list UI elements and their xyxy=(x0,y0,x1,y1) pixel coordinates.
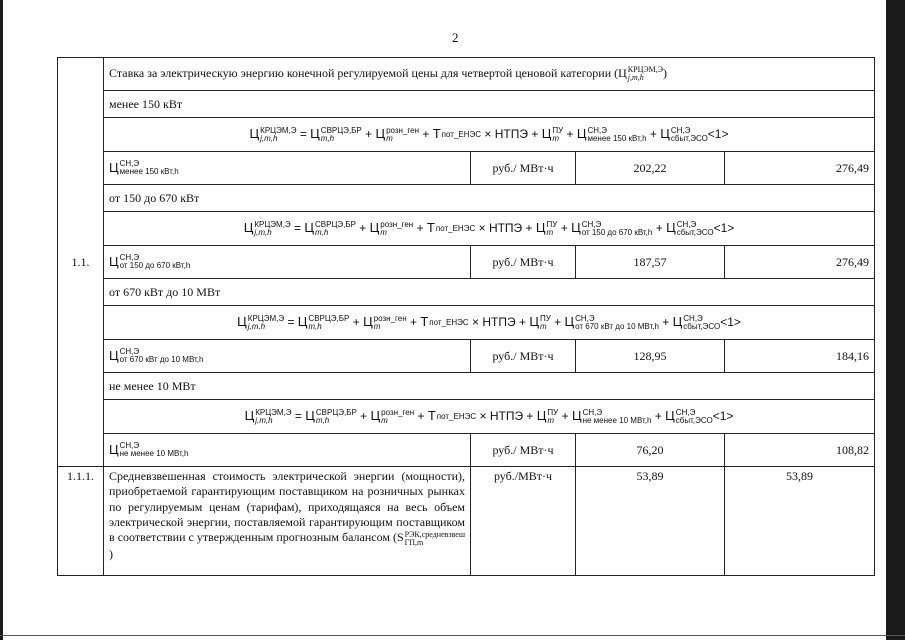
formula-plus: + xyxy=(518,315,526,330)
formula-equals: = xyxy=(287,315,295,330)
formula-ts: Ц xyxy=(370,408,381,424)
formula-symbol-indices xyxy=(671,127,708,143)
formula-ts: Ц xyxy=(672,314,683,330)
formula-sup: розн_ген xyxy=(373,313,407,323)
formula-sub: от 670 кВт до 10 МВт,h xyxy=(119,355,204,365)
formula-cell xyxy=(104,306,875,340)
formula-symbol xyxy=(370,221,414,235)
formula-sup: СВРЦЭ,БР xyxy=(320,125,362,135)
formula-symbol-indices xyxy=(677,221,714,237)
formula-sub: менее 150 кВт,h xyxy=(587,133,647,143)
page-number: 2 xyxy=(452,30,459,45)
formula-sup: СН,Э xyxy=(587,125,608,135)
formula-sub: сбыт,ЭСО xyxy=(675,415,713,425)
sub-item-row xyxy=(58,467,875,576)
formula-sup: ПУ xyxy=(539,313,551,323)
category-row xyxy=(58,91,875,118)
formula-plus: + xyxy=(422,127,430,142)
formula-symbol xyxy=(109,349,203,363)
page-bottom-edge xyxy=(0,635,905,636)
formula-sup: розн_ген xyxy=(381,407,415,417)
value-unit: руб./ МВт·ч xyxy=(471,434,576,467)
formula-symbol-indices xyxy=(308,315,349,331)
formula-symbol xyxy=(237,315,284,329)
value-unit: руб./ МВт·ч xyxy=(471,246,576,279)
formula-symbol-indices xyxy=(386,127,419,143)
formula-sup: КРЦЭМ,Э xyxy=(254,219,291,229)
formula-sub: m xyxy=(380,227,387,237)
formula-ts: Ц xyxy=(305,408,315,424)
value-symbol xyxy=(104,340,471,373)
formula-ntpe: НТПЭ xyxy=(488,221,523,236)
formula-symbol xyxy=(542,127,563,141)
formula-cell xyxy=(104,118,875,152)
value-2: 276,49 xyxy=(725,246,875,279)
formula-ts: Ц xyxy=(529,314,539,330)
formula-sup: СН,Э xyxy=(119,347,140,357)
formula-sub: m xyxy=(546,227,554,237)
formula-symbol xyxy=(363,315,407,329)
category-row xyxy=(58,373,875,400)
formula-symbol xyxy=(660,127,708,141)
formula-ts: Ц xyxy=(109,159,119,175)
formula-ts: Ц xyxy=(564,314,575,330)
formula-symbol-indices xyxy=(552,127,563,143)
formula-plus: + xyxy=(525,221,533,236)
formula-symbol xyxy=(310,127,362,141)
formula-row xyxy=(58,306,875,340)
formula-sup: розн_ген xyxy=(386,125,420,135)
category-row xyxy=(58,279,875,306)
formula-sub: m xyxy=(552,133,559,143)
formula-plus: + xyxy=(365,127,373,142)
formula-plus: + xyxy=(649,127,657,142)
formula-sub: не менее 10 МВт,h xyxy=(582,415,652,425)
category-label: от 670 кВт до 10 МВт xyxy=(104,279,875,306)
formula-symbol-indices xyxy=(683,315,720,331)
section-title-symbol-indices xyxy=(628,66,663,82)
value-row xyxy=(58,434,875,467)
value-row xyxy=(58,340,875,373)
formula-ts: Ц xyxy=(369,220,380,236)
formula-symbol-indices xyxy=(120,160,179,176)
value-symbol xyxy=(104,152,471,185)
formula-symbol xyxy=(298,315,350,329)
formula-sub: m xyxy=(547,415,555,425)
value-symbol xyxy=(104,434,471,467)
formula-ts: Ц xyxy=(666,220,676,236)
formula-symbol-indices xyxy=(429,319,468,327)
value-1: 76,20 xyxy=(576,434,725,467)
formula-sup: пот_ЕНЭС xyxy=(436,411,477,421)
formula-plus: + xyxy=(417,409,425,424)
formula-sup: СН,Э xyxy=(119,159,140,169)
formula-symbol xyxy=(109,255,190,269)
formula-sub: m,h xyxy=(320,133,335,143)
formula-sub: менее 150 кВт,h xyxy=(119,167,179,177)
formula-ts: Ц xyxy=(571,408,582,424)
formula-sup: СН,Э xyxy=(119,441,140,451)
formula-T: Т xyxy=(432,126,441,142)
formula-equals: = xyxy=(299,127,307,142)
sub-item-text-close: ) xyxy=(109,546,113,561)
formula-symbol xyxy=(577,127,647,141)
formula-sub: m xyxy=(539,321,547,331)
formula-symbol xyxy=(427,221,475,235)
formula-plus: + xyxy=(566,127,574,142)
value-row xyxy=(58,152,875,185)
formula-times: × xyxy=(479,409,487,424)
formula-symbol xyxy=(109,443,189,457)
formula-ts: Ц xyxy=(310,126,320,142)
formula-plus: + xyxy=(662,315,670,330)
formula-symbol-indices xyxy=(575,315,659,331)
formula-note: <1> xyxy=(713,221,735,236)
formula-ts: Ц xyxy=(541,126,552,142)
value-1: 202,22 xyxy=(576,152,725,185)
formula-sup: КРЦЭМ,Э xyxy=(260,125,297,135)
formula-equals: = xyxy=(294,221,302,236)
section-title-sup: КРЦЭМ,Э xyxy=(627,65,664,75)
formula-ntpe: НТПЭ xyxy=(482,315,516,330)
formula-ts: Ц xyxy=(109,441,119,457)
formula-row xyxy=(58,212,875,246)
formula-sup: КРЦЭМ,Э xyxy=(247,313,285,323)
formula-T: Т xyxy=(426,220,435,236)
category-row xyxy=(58,185,875,212)
formula-sup: СВРЦЭ,БР xyxy=(315,407,357,417)
formula-sup: ПУ xyxy=(552,125,564,135)
formula-ts: Ц xyxy=(249,126,260,142)
formula-symbol xyxy=(371,409,415,423)
value-symbol xyxy=(104,246,471,279)
formula-sup: СН,Э xyxy=(675,407,696,417)
formula-symbol xyxy=(375,127,419,141)
sub-item-symbol-indices xyxy=(405,531,465,547)
formula-sub: j,m,h xyxy=(254,227,272,237)
formula-sub: от 670 кВт до 10 МВт,h xyxy=(575,321,659,331)
formula-sup: пот_ЕНЭС xyxy=(441,129,482,139)
formula-symbol-indices xyxy=(321,127,362,143)
formula-equals: = xyxy=(294,409,302,424)
formula-sup: ПУ xyxy=(547,407,559,417)
formula-sup: розн_ген xyxy=(380,219,414,229)
formula-sup: пот_ЕНЭС xyxy=(429,317,469,327)
formula-symbol-indices xyxy=(120,442,189,458)
formula-symbol-indices xyxy=(547,221,558,237)
formula-symbol-indices xyxy=(676,409,713,425)
formula-ts: Ц xyxy=(363,314,373,330)
formula-symbol-indices xyxy=(381,409,414,425)
formula-ts: Ц xyxy=(576,126,587,142)
formula-ts: Ц xyxy=(665,408,675,424)
formula-plus: + xyxy=(531,127,539,142)
formula-times: × xyxy=(478,221,486,236)
sub-item-value-1: 53,89 xyxy=(576,467,725,576)
value-unit: руб./ МВт·ч xyxy=(471,152,576,185)
formula-symbol-indices xyxy=(374,315,407,331)
formula-ts: Ц xyxy=(243,220,254,236)
formula-symbol xyxy=(571,221,652,235)
formula-symbol xyxy=(250,127,297,141)
formula-plus: + xyxy=(359,221,367,236)
sub-item-symbol-sup: РЭК,средневзвеш xyxy=(404,529,465,539)
formula-sub: m,h xyxy=(315,227,329,237)
section-number: 1.1. xyxy=(58,58,104,467)
formula-sub: от 150 до 670 кВт,h xyxy=(119,261,191,271)
formula-plus: + xyxy=(655,221,663,236)
formula-plus: + xyxy=(416,221,424,236)
formula-symbol-indices xyxy=(583,409,652,425)
formula-times: × xyxy=(472,315,480,330)
page-right-edge xyxy=(886,0,905,640)
value-row xyxy=(58,246,875,279)
section-title xyxy=(104,58,875,91)
formula-plus: + xyxy=(560,221,568,236)
formula-symbol-indices xyxy=(442,131,481,139)
formula-ts: Ц xyxy=(297,314,308,330)
value-1: 187,57 xyxy=(576,246,725,279)
value-2: 276,49 xyxy=(725,152,875,185)
formula-symbol-indices xyxy=(587,127,646,143)
value-2: 184,16 xyxy=(725,340,875,373)
formula-plus: + xyxy=(654,409,662,424)
formula-sup: ПУ xyxy=(546,219,558,229)
formula-sub: j,m,h xyxy=(247,321,266,331)
formula-times: × xyxy=(484,127,492,142)
formula-symbol xyxy=(244,221,291,235)
sub-item-value-2: 53,89 xyxy=(725,467,875,576)
formula-symbol xyxy=(428,409,476,423)
section-title-text: Ставка за электрическую энергию конечной регулируемой цены для четвертой ценовой категории (Ц xyxy=(109,65,627,80)
formula-ts: Ц xyxy=(571,220,581,236)
formula-sub: m,h xyxy=(315,415,330,425)
formula-ts: Ц xyxy=(375,126,386,142)
formula-sup: пот_ЕНЭС xyxy=(435,223,476,233)
formula-sup: СВРЦЭ,БР xyxy=(315,219,356,229)
formula-symbol xyxy=(536,221,557,235)
formula-symbol xyxy=(564,315,658,329)
sub-item-unit: руб./МВт·ч xyxy=(471,467,576,576)
formula-plus: + xyxy=(409,315,417,330)
formula-symbol xyxy=(420,315,468,329)
formula-plus: + xyxy=(352,315,360,330)
formula-sub: j,m,h xyxy=(255,415,273,425)
formula-symbol-indices xyxy=(380,221,413,237)
formula-symbol-indices xyxy=(260,127,296,143)
formula-plus: + xyxy=(526,409,534,424)
formula-cell xyxy=(104,212,875,246)
formula-sub: не менее 10 МВт,h xyxy=(119,449,189,459)
formula-symbol xyxy=(305,409,357,423)
section-title-sub: j,m,h xyxy=(627,73,644,83)
formula-symbol xyxy=(572,409,652,423)
formula-ts: Ц xyxy=(536,408,547,424)
formula-sup: СН,Э xyxy=(670,125,691,135)
formula-plus: + xyxy=(561,409,569,424)
sub-item-text: Средневзвешенная стоимость электрической энергии (мощности), приобретаемой гарантирующим поставщиком на розничных рынках по регулируемым ценам (тарифам), приходящаяся на весь объем электрической энергии, поставляемой гарантирующим поставщиком в соответствии с утвержденным прогнозным балансом (S xyxy=(109,469,465,545)
formula-sup: СН,Э xyxy=(575,313,595,323)
formula-sub: m xyxy=(381,415,388,425)
formula-note: <1> xyxy=(712,409,734,424)
formula-note: <1> xyxy=(707,127,729,142)
formula-ts: Ц xyxy=(304,220,314,236)
formula-symbol-indices xyxy=(316,409,357,425)
value-2: 108,82 xyxy=(725,434,875,467)
formula-symbol xyxy=(304,221,356,235)
formula-symbol-indices xyxy=(436,225,475,233)
formula-symbol xyxy=(665,409,713,423)
formula-symbol-indices xyxy=(547,409,558,425)
tariff-table xyxy=(57,57,875,576)
formula-ts: Ц xyxy=(244,408,255,424)
category-label: не менее 10 МВт xyxy=(104,373,875,400)
formula-T: Т xyxy=(427,408,436,424)
sub-item-number: 1.1.1. xyxy=(58,467,104,576)
formula-symbol xyxy=(673,315,721,329)
formula-plus: + xyxy=(554,315,562,330)
formula-sup: СН,Э xyxy=(581,219,602,229)
section-title-close: ) xyxy=(663,65,668,80)
formula-symbol-indices xyxy=(315,221,356,237)
formula-symbol xyxy=(529,315,550,329)
formula-sup: КРЦЭМ,Э xyxy=(255,407,292,417)
formula-T: Т xyxy=(420,314,429,330)
tariff-table-body xyxy=(58,58,875,467)
formula-symbol-indices xyxy=(540,315,551,331)
formula-row xyxy=(58,400,875,434)
formula-sup: СВРЦЭ,БР xyxy=(308,313,350,323)
formula-note: <1> xyxy=(720,315,741,330)
formula-symbol-indices xyxy=(582,221,653,237)
formula-sup: СН,Э xyxy=(683,313,703,323)
formula-sub: сбыт,ЭСО xyxy=(683,321,721,331)
formula-sup: СН,Э xyxy=(676,219,697,229)
formula-symbol xyxy=(245,409,292,423)
value-unit: руб./ МВт·ч xyxy=(471,340,576,373)
formula-cell xyxy=(104,400,875,434)
formula-symbol xyxy=(666,221,714,235)
formula-ts: Ц xyxy=(109,253,119,269)
formula-plus: + xyxy=(360,409,368,424)
formula-sub: от 150 до 670 кВт,h xyxy=(581,227,653,237)
formula-ts: Ц xyxy=(237,314,247,330)
formula-sub: j,m,h xyxy=(260,133,278,143)
formula-sup: СН,Э xyxy=(582,407,603,417)
formula-ts: Ц xyxy=(660,126,670,142)
formula-symbol-indices xyxy=(120,254,191,270)
formula-sup: СН,Э xyxy=(119,253,140,263)
formula-ts: Ц xyxy=(109,347,119,363)
page-left-edge xyxy=(0,0,3,640)
sub-item-description xyxy=(104,467,471,576)
formula-symbol xyxy=(537,409,558,423)
formula-symbol-indices xyxy=(437,413,476,421)
formula-symbol-indices xyxy=(255,409,291,425)
formula-symbol-indices xyxy=(248,315,284,331)
formula-ntpe: НТПЭ xyxy=(489,409,524,424)
formula-symbol xyxy=(433,127,481,141)
formula-ts: Ц xyxy=(535,220,546,236)
formula-sub: сбыт,ЭСО xyxy=(676,227,714,237)
section-header-row xyxy=(58,58,875,91)
formula-sub: m xyxy=(373,321,381,331)
sub-item-symbol-sub: ГП,m xyxy=(404,537,424,547)
formula-sub: m,h xyxy=(308,321,322,331)
formula-symbol-indices xyxy=(120,348,204,364)
formula-symbol xyxy=(109,161,179,175)
category-label: от 150 до 670 кВт xyxy=(104,185,875,212)
formula-sub: m xyxy=(386,133,393,143)
category-label: менее 150 кВт xyxy=(104,91,875,118)
formula-sub: сбыт,ЭСО xyxy=(670,133,708,143)
formula-ntpe: НТПЭ xyxy=(494,127,528,142)
formula-row xyxy=(58,118,875,152)
formula-symbol-indices xyxy=(254,221,290,237)
sub-item-body xyxy=(58,467,875,576)
value-1: 128,95 xyxy=(576,340,725,373)
